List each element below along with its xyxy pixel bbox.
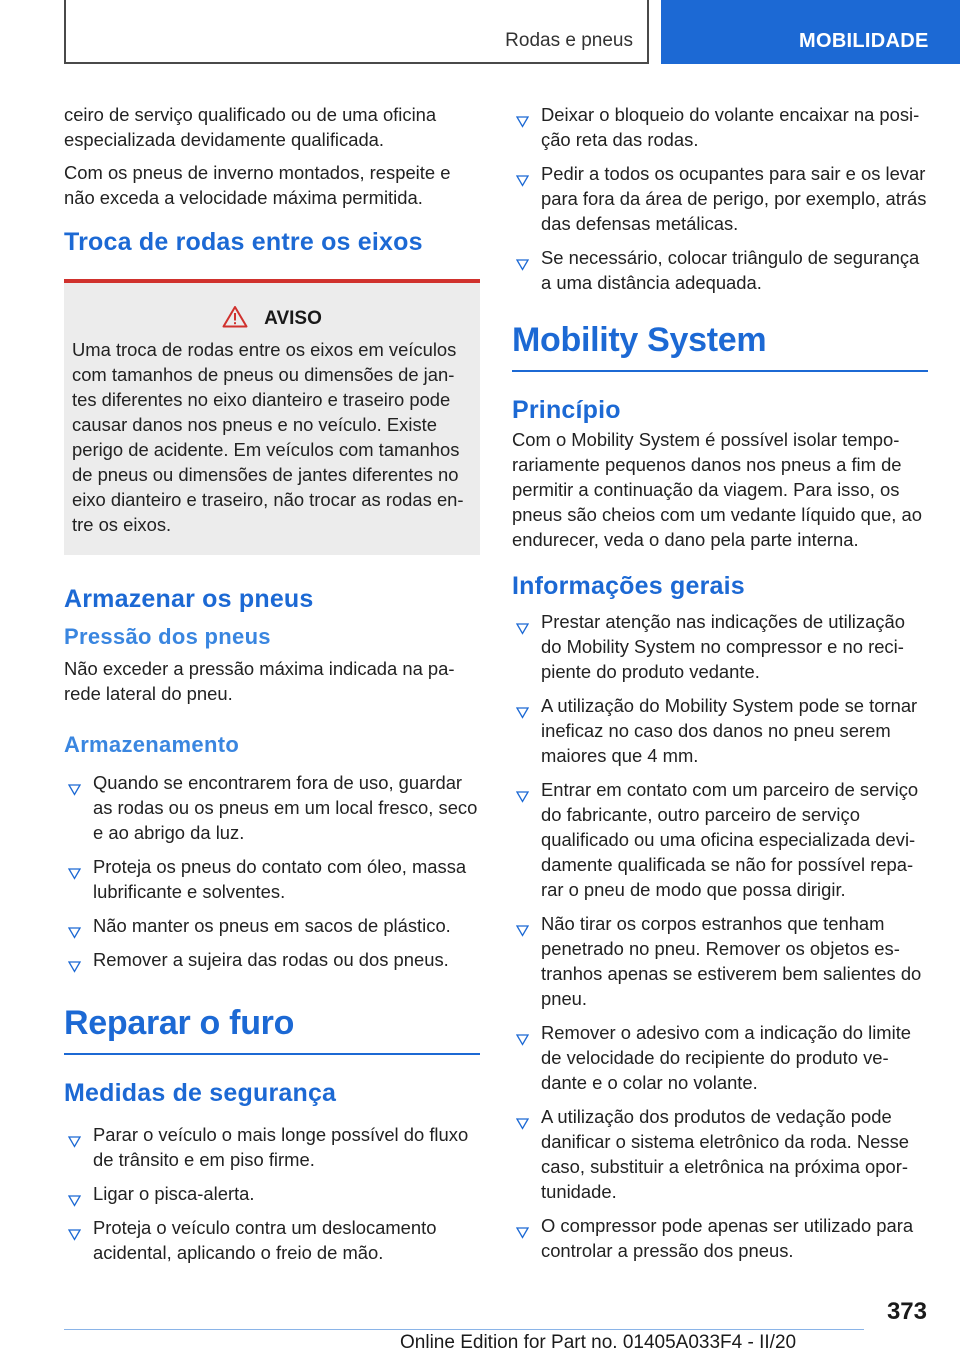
heading-mobility-system: Mobility System — [512, 321, 928, 372]
medidas-list — [64, 1122, 480, 1265]
pressao-paragraph: Não exceder a pressão máxima indicada na parede lateral do pneu. — [64, 658, 455, 704]
edition-note: Online Edition for Part no. 01405A033F4 - II/20 — [400, 1332, 797, 1353]
bullet-triangle-icon — [68, 920, 81, 945]
bullet-triangle-icon — [516, 700, 529, 725]
list-item: A utilização do Mobility System pode se tornar ineficaz no caso dos danos no pneu serem maiores que 4 mm. — [512, 693, 928, 768]
warning-text: Uma troca de rodas entre os eixos em veículos com tamanhos de pneus ou dimensões de jantes diferentes no eixo dianteiro e traseiro pode causar danos nos pneus e no veículo. Existe perigo de acidente. Em veículos com tamanhos de pneus ou dimensões de jantes diferentes no eixo dianteiro e traseiro, não trocar as rodas entre os eixos. — [72, 339, 464, 535]
list-item: Pedir a todos os ocupantes para sair e os levar para fora da área de perigo, por exemplo, atrás das defensas metálicas. — [512, 161, 928, 236]
continued-list — [512, 102, 928, 295]
intro-paragraph-1: ceiro de serviço qualificado ou de uma oficina especializada devidamente qualificada. — [64, 104, 437, 150]
left-column — [64, 102, 480, 1274]
bullet-triangle-icon — [68, 1129, 81, 1154]
heading-pressao: Pressão dos pneus — [64, 624, 271, 649]
list-item: Proteja o veículo contra um deslocamento acidental, aplicando o freio de mão. — [64, 1215, 480, 1265]
bullet-triangle-icon — [516, 1220, 529, 1245]
list-item: Parar o veículo o mais longe possível do fluxo de trânsito e em piso firme. — [64, 1122, 480, 1172]
intro-paragraph-2: Com os pneus de inverno montados, respeite e não exceda a velocidade máxima permitida. — [64, 162, 451, 208]
list-item: Quando se encontrarem fora de uso, guardar as rodas ou os pneus em um local fresco, seco e ao abrigo da luz. — [64, 770, 480, 845]
bullet-triangle-icon — [516, 1111, 529, 1136]
list-item: Não tirar os corpos estranhos que tenham penetrado no pneu. Remover os objetos estranhos apenas se estiverem bem salientes do pneu. — [512, 911, 928, 1011]
bullet-triangle-icon — [516, 168, 529, 193]
page-number: 373 — [886, 1298, 927, 1325]
list-item: Ligar o pisca-alerta. — [64, 1181, 480, 1206]
bullet-triangle-icon — [68, 1188, 81, 1213]
list-item: Não manter os pneus em sacos de plástico. — [64, 913, 480, 938]
list-item: Prestar atenção nas indicações de utilização do Mobility System no compressor e no recipiente do produto vedante. — [512, 609, 928, 684]
bullet-triangle-icon — [516, 784, 529, 809]
bullet-triangle-icon — [68, 954, 81, 979]
bullet-triangle-icon — [516, 1027, 529, 1052]
bullet-triangle-icon — [68, 1222, 81, 1247]
armazenamento-list — [64, 770, 480, 972]
chapter-title: MOBILIDADE — [799, 30, 929, 52]
list-item: Remover a sujeira das rodas ou dos pneus. — [64, 947, 480, 972]
bullet-triangle-icon — [516, 918, 529, 943]
warning-title — [72, 305, 472, 333]
list-item: A utilização dos produtos de vedação pode danificar o sistema eletrônico da roda. Nesse caso, substituir a eletrônica na próxima oportunidade. — [512, 1104, 928, 1204]
heading-medidas: Medidas de segurança — [64, 1079, 337, 1107]
list-item: Remover o adesivo com a indicação do limite de velocidade do recipiente do produto vedante e o colar no volante. — [512, 1020, 928, 1095]
heading-troca: Troca de rodas entre os eixos — [64, 228, 423, 256]
info-list — [512, 609, 928, 1263]
heading-armazenar: Armazenar os pneus — [64, 585, 314, 613]
right-column — [512, 102, 928, 1272]
section-tab — [64, 0, 649, 64]
section-title: Rodas e pneus — [505, 30, 633, 51]
heading-principio: Princípio — [512, 396, 621, 424]
warning-box — [64, 279, 480, 555]
bullet-triangle-icon — [516, 109, 529, 134]
bullet-triangle-icon — [516, 616, 529, 641]
list-item: Se necessário, colocar triângulo de segurança a uma distância adequada. — [512, 245, 928, 295]
heading-informacoes: Informações gerais — [512, 572, 745, 600]
footer-divider — [64, 1329, 864, 1330]
list-item: O compressor pode apenas ser utilizado para controlar a pressão dos pneus. — [512, 1213, 928, 1263]
bullet-triangle-icon — [516, 252, 529, 277]
bullet-triangle-icon — [68, 777, 81, 802]
principio-paragraph: Com o Mobility System é possível isolar temporariamente pequenos danos nos pneus a fim de permitir a continuação da viagem. Para isso, os pneus são cheios com um vedante líquido que, ao endurecer, veda o dano pela parte interna. — [512, 429, 922, 550]
heading-reparar: Reparar o furo — [64, 1004, 480, 1055]
page-header — [0, 0, 960, 66]
list-item: Proteja os pneus do contato com óleo, massa lubrificante e solventes. — [64, 854, 480, 904]
heading-armazenamento: Armazenamento — [64, 732, 240, 757]
bullet-triangle-icon — [68, 861, 81, 886]
list-item: Entrar em contato com um parceiro de serviço do fabricante, outro parceiro de serviço qualificado ou uma oficina especializada devidamente qualificada se não for possível reparar o pneu de modo que possa dirigir. — [512, 777, 928, 902]
warning-triangle-icon — [222, 305, 248, 333]
chapter-tab — [661, 0, 960, 64]
list-item: Deixar o bloqueio do volante encaixar na posição reta das rodas. — [512, 102, 928, 152]
warning-label: AVISO — [264, 308, 322, 329]
